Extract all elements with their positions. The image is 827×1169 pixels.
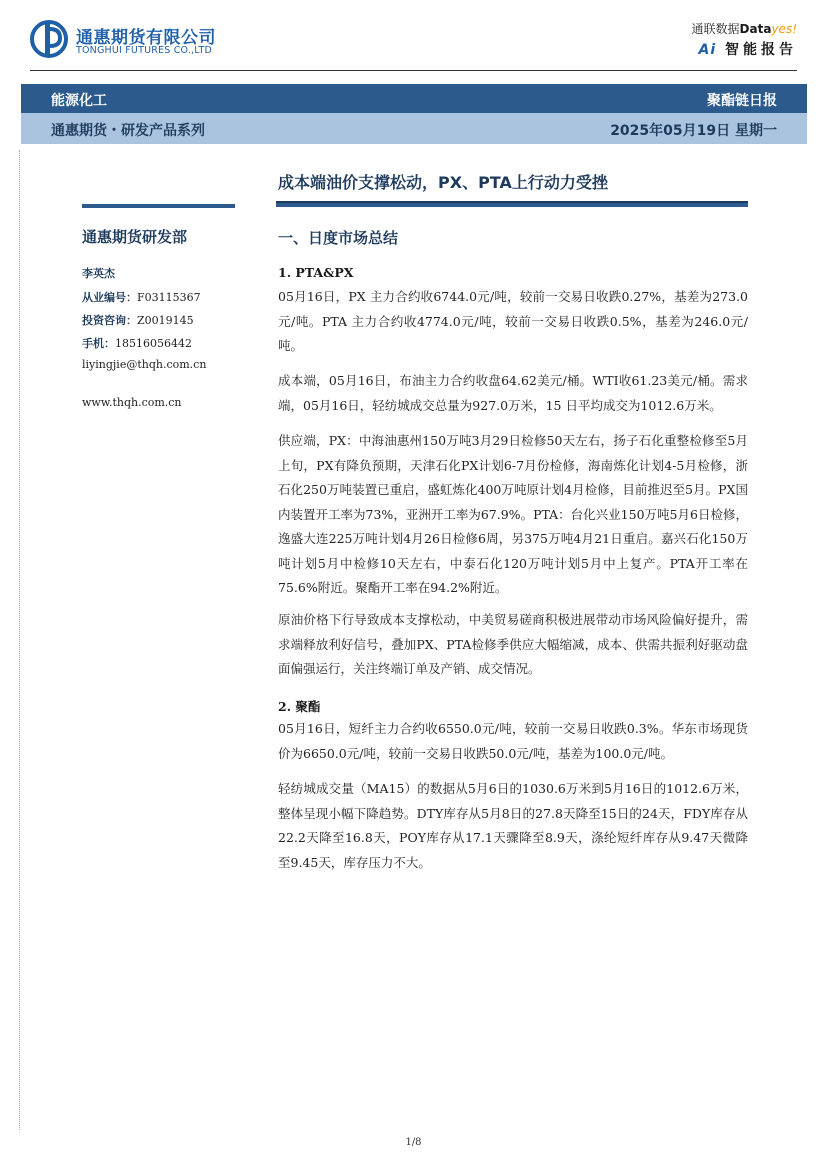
paragraph-cost-demand: 成本端，05月16日，布油主力合约收盘64.62美元/桶。WTI收61.23美元/桶。需求端，05月16日，轻纺城成交总量为927.0万米，15 日平均成交为1012.6万米。 (278, 373, 748, 413)
header-divider (30, 70, 797, 71)
company-website[interactable]: www.thqh.com.cn (82, 396, 182, 409)
ai-logo: Ai (698, 42, 717, 58)
report-date: 2025年05月19日 星期一 (610, 123, 777, 139)
paragraph-outlook: 原油价格下行导致成本支撑松动，中美贸易磋商积极进展带动市场风险偏好提升，需求端释放利好信号，叠加PX、PTA检修季供应大幅缩减，成本、供需共振利好驱动盘面偏强运行，关注终端订单及产销、成交情况。 (278, 612, 748, 676)
paragraph-pta-px-prices: 05月16日，PX 主力合约收6744.0元/吨，较前一交易日收跌0.27%，基差为273.0元/吨。PTA 主力合约收4774.0元/吨，较前一交易日收跌0.5%，基差为246.0元/吨。 (278, 289, 748, 353)
advisory-value: Z0019145 (137, 314, 194, 327)
advisory-number (82, 312, 194, 328)
company-name-cn: 通惠期货有限公司 (76, 28, 216, 48)
company-logo (30, 18, 250, 60)
datayes-brand-prefix: 通联数据 (691, 22, 740, 36)
series-label: 通惠期货・研发产品系列 (51, 123, 205, 139)
report-title: 成本端油价支撑松动，PX、PTA上行动力受挫 (278, 173, 608, 192)
phone-label: 手机： (82, 337, 115, 350)
datayes-brand-yes: yes! (771, 22, 797, 36)
paragraph-inventory: 轻纺城成交量（MA15）的数据从5月6日的1030.6万米到5月16日的1012.6万米，整体呈现小幅下降趋势。DTY库存从5月8日的27.8天降至15日的24天，FDY库存从22.2天降至16.8天，POY库存从17.1天骤降至8.9天，涤纶短纤库存从9.47天微降至9.45天，库存压力不大。 (278, 781, 748, 870)
cert-value: F03115367 (137, 291, 201, 304)
subsection-pta-px: 1. PTA&PX (278, 265, 354, 280)
series-banner (21, 113, 807, 144)
cert-number (82, 289, 201, 305)
category-label: 能源化工 (51, 93, 107, 109)
paragraph-supply: 供应端，PX：中海油惠州150万吨3月29日检修50天左右，扬子石化重整检修至5月上旬，PX有降负预期，天津石化PX计划6-7月份检修，海南炼化计划4-5月检修，浙石化250万吨装置已重启，盛虹炼化400万吨原计划4月检修，目前推迟至5月。PX国内装置开工率为73%，亚洲开工率为67.9%。PTA：台化兴业150万吨5月6日检修，逸盛大连225万吨计划4月26日检修6周，另375万吨4月21日重启。嘉兴石化150万吨计划5月中检修10天左右，中泰石化120万吨计划5月中上复产。PTA开工率在75.6%附近。聚酯开工率在94.2%附近。 (278, 433, 748, 595)
section-title: 一、日度市场总结 (278, 229, 399, 247)
datayes-brand-data: Data (739, 22, 772, 36)
ai-report-label: 智能报告 (725, 42, 797, 58)
department-name: 通惠期货研发部 (82, 228, 188, 246)
page-number: 1/8 (405, 1137, 422, 1148)
phone-value: 18516056442 (115, 337, 192, 350)
sidebar-divider (82, 204, 235, 208)
paragraph-polyester-prices: 05月16日，短纤主力合约收6550.0元/吨，较前一交易日收跌0.3%。华东市场现货价为6650.0元/吨，较前一交易日收跌50.0元/吨，基差为100.0元/吨。 (278, 721, 748, 761)
author-email[interactable]: liyingjie@thqh.com.cn (82, 358, 207, 371)
cert-label: 从业编号： (82, 291, 137, 304)
page-margin-dots (19, 150, 20, 1130)
datayes-brand (692, 20, 797, 37)
ai-report-brand (698, 39, 797, 59)
company-logo-icon (30, 20, 68, 58)
advisory-label: 投资咨询： (82, 314, 137, 327)
phone-number (82, 335, 192, 351)
author-name: 李英杰 (82, 267, 115, 280)
subsection-polyester: 2. 聚酯 (278, 699, 321, 714)
category-banner (21, 84, 807, 113)
company-name-en: TONGHUI FUTURES CO.,LTD (76, 45, 212, 56)
report-type-label: 聚酯链日报 (707, 93, 777, 109)
title-divider (276, 201, 748, 207)
